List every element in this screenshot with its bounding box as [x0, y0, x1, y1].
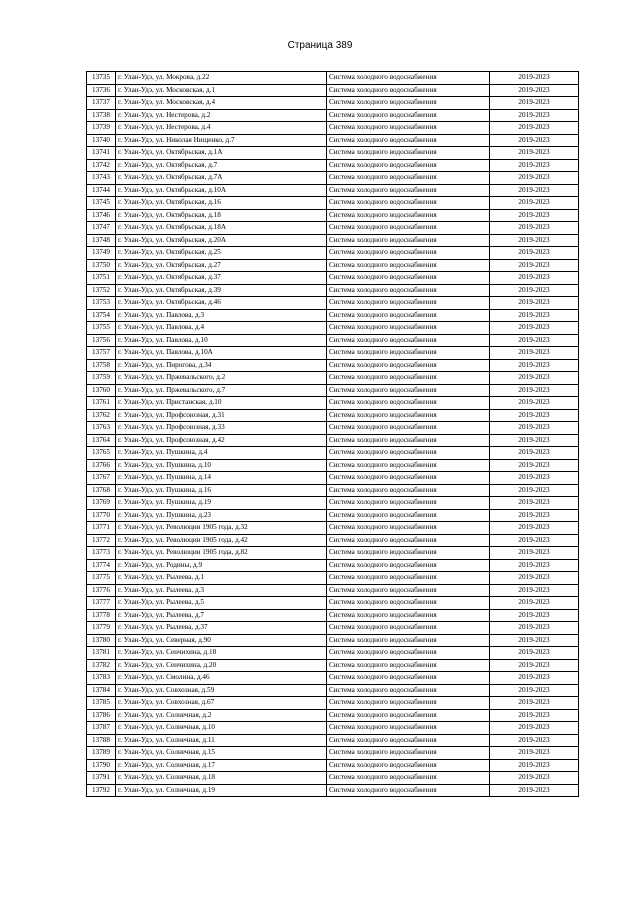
row-number: 13764 — [87, 434, 116, 447]
system-cell: Система холодного водоснабжения — [327, 647, 490, 660]
address-cell: г. Улан-Удэ, ул. Пирогова, д.34 — [116, 359, 327, 372]
address-cell: г. Улан-Удэ, ул. Пушкина, д.23 — [116, 509, 327, 522]
registry-table — [86, 71, 579, 797]
system-cell: Система холодного водоснабжения — [327, 772, 490, 785]
table-row — [87, 672, 579, 685]
table-row — [87, 647, 579, 660]
table-row — [87, 734, 579, 747]
period-cell: 2019-2023 — [490, 384, 579, 397]
system-cell: Система холодного водоснабжения — [327, 734, 490, 747]
period-cell: 2019-2023 — [490, 284, 579, 297]
address-cell: г. Улан-Удэ, ул. Нестерова, д.2 — [116, 109, 327, 122]
table-row — [87, 309, 579, 322]
table-row — [87, 534, 579, 547]
row-number: 13765 — [87, 447, 116, 460]
period-cell: 2019-2023 — [490, 247, 579, 260]
row-number: 13756 — [87, 334, 116, 347]
period-cell: 2019-2023 — [490, 722, 579, 735]
table-row — [87, 159, 579, 172]
row-number: 13739 — [87, 122, 116, 135]
period-cell: 2019-2023 — [490, 459, 579, 472]
system-cell: Система холодного водоснабжения — [327, 447, 490, 460]
row-number: 13792 — [87, 784, 116, 797]
period-cell: 2019-2023 — [490, 234, 579, 247]
period-cell: 2019-2023 — [490, 359, 579, 372]
system-cell: Система холодного водоснабжения — [327, 197, 490, 210]
address-cell: г. Улан-Удэ, ул. Солнечная, д.19 — [116, 784, 327, 797]
table-row — [87, 447, 579, 460]
table-row — [87, 97, 579, 110]
system-cell: Система холодного водоснабжения — [327, 347, 490, 360]
table-row — [87, 184, 579, 197]
row-number: 13780 — [87, 634, 116, 647]
row-number: 13788 — [87, 734, 116, 747]
row-number: 13748 — [87, 234, 116, 247]
period-cell: 2019-2023 — [490, 734, 579, 747]
system-cell: Система холодного водоснабжения — [327, 84, 490, 97]
table-row — [87, 334, 579, 347]
system-cell: Система холодного водоснабжения — [327, 722, 490, 735]
system-cell: Система холодного водоснабжения — [327, 472, 490, 485]
address-cell: г. Улан-Удэ, ул. Революции 1905 года, д.42 — [116, 534, 327, 547]
system-cell: Система холодного водоснабжения — [327, 509, 490, 522]
table-row — [87, 559, 579, 572]
address-cell: г. Улан-Удэ, ул. Октябрьская, д.27 — [116, 259, 327, 272]
page-title: Страница 389 — [287, 40, 353, 51]
system-cell: Система холодного водоснабжения — [327, 422, 490, 435]
table-row — [87, 247, 579, 260]
system-cell: Система холодного водоснабжения — [327, 697, 490, 710]
table-row — [87, 222, 579, 235]
table-row — [87, 484, 579, 497]
address-cell: г. Улан-Удэ, ул. Рылеева, д.7 — [116, 609, 327, 622]
table-row — [87, 297, 579, 310]
period-cell: 2019-2023 — [490, 422, 579, 435]
table-row — [87, 109, 579, 122]
address-cell: г. Улан-Удэ, ул. Московская, д.1 — [116, 84, 327, 97]
system-cell: Система холодного водоснабжения — [327, 409, 490, 422]
period-cell: 2019-2023 — [490, 559, 579, 572]
address-cell: г. Улан-Удэ, ул. Солнечная, д.11 — [116, 734, 327, 747]
system-cell: Система холодного водоснабжения — [327, 372, 490, 385]
period-cell: 2019-2023 — [490, 372, 579, 385]
table-row — [87, 584, 579, 597]
row-number: 13744 — [87, 184, 116, 197]
period-cell: 2019-2023 — [490, 322, 579, 335]
address-cell: г. Улан-Удэ, ул. Солнечная, д.2 — [116, 709, 327, 722]
address-cell: г. Улан-Удэ, ул. Пушкина, д.4 — [116, 447, 327, 460]
address-cell: г. Улан-Удэ, ул. Октябрьская, д.7А — [116, 172, 327, 185]
system-cell: Система холодного водоснабжения — [327, 622, 490, 635]
period-cell: 2019-2023 — [490, 297, 579, 310]
row-number: 13747 — [87, 222, 116, 235]
system-cell: Система холодного водоснабжения — [327, 159, 490, 172]
row-number: 13767 — [87, 472, 116, 485]
period-cell: 2019-2023 — [490, 334, 579, 347]
system-cell: Система холодного водоснабжения — [327, 209, 490, 222]
address-cell: г. Улан-Удэ, ул. Октябрьская, д.16 — [116, 197, 327, 210]
system-cell: Система холодного водоснабжения — [327, 222, 490, 235]
period-cell: 2019-2023 — [490, 184, 579, 197]
address-cell: г. Улан-Удэ, ул. Октябрьская, д.46 — [116, 297, 327, 310]
row-number: 13785 — [87, 697, 116, 710]
row-number: 13791 — [87, 772, 116, 785]
table-row — [87, 372, 579, 385]
table-row — [87, 122, 579, 135]
system-cell: Система холодного водоснабжения — [327, 759, 490, 772]
row-number: 13753 — [87, 297, 116, 310]
row-number: 13786 — [87, 709, 116, 722]
system-cell: Система холодного водоснабжения — [327, 784, 490, 797]
address-cell: г. Улан-Удэ, ул. Рылеева, д.1 — [116, 572, 327, 585]
period-cell: 2019-2023 — [490, 497, 579, 510]
table-row — [87, 359, 579, 372]
system-cell: Система холодного водоснабжения — [327, 547, 490, 560]
period-cell: 2019-2023 — [490, 547, 579, 560]
row-number: 13790 — [87, 759, 116, 772]
row-number: 13740 — [87, 134, 116, 147]
system-cell: Система холодного водоснабжения — [327, 309, 490, 322]
period-cell: 2019-2023 — [490, 272, 579, 285]
system-cell: Система холодного водоснабжения — [327, 384, 490, 397]
address-cell: г. Улан-Удэ, ул. Пржевальского, д.7 — [116, 384, 327, 397]
table-row — [87, 622, 579, 635]
address-cell: г. Улан-Удэ, ул. Мокрова, д.22 — [116, 72, 327, 85]
table-row — [87, 134, 579, 147]
row-number: 13781 — [87, 647, 116, 660]
table-row — [87, 634, 579, 647]
period-cell: 2019-2023 — [490, 434, 579, 447]
address-cell: г. Улан-Удэ, ул. Николая Нищенко, д.7 — [116, 134, 327, 147]
address-cell: г. Улан-Удэ, ул. Солнечная, д.18 — [116, 772, 327, 785]
system-cell: Система холодного водоснабжения — [327, 334, 490, 347]
period-cell: 2019-2023 — [490, 622, 579, 635]
period-cell: 2019-2023 — [490, 597, 579, 610]
row-number: 13761 — [87, 397, 116, 410]
system-cell: Система холодного водоснабжения — [327, 247, 490, 260]
address-cell: г. Улан-Удэ, ул. Рылеева, д.37 — [116, 622, 327, 635]
table-row — [87, 547, 579, 560]
row-number: 13776 — [87, 584, 116, 597]
address-cell: г. Улан-Удэ, ул. Октябрьская, д.25 — [116, 247, 327, 260]
row-number: 13749 — [87, 247, 116, 260]
period-cell: 2019-2023 — [490, 409, 579, 422]
row-number: 13758 — [87, 359, 116, 372]
address-cell: г. Улан-Удэ, ул. Октябрьская, д.39 — [116, 284, 327, 297]
address-cell: г. Улан-Удэ, ул. Профсоюзная, д.42 — [116, 434, 327, 447]
address-cell: г. Улан-Удэ, ул. Солнечная, д.17 — [116, 759, 327, 772]
system-cell: Система холодного водоснабжения — [327, 184, 490, 197]
table-row — [87, 472, 579, 485]
row-number: 13768 — [87, 484, 116, 497]
row-number: 13746 — [87, 209, 116, 222]
row-number: 13735 — [87, 72, 116, 85]
system-cell: Система холодного водоснабжения — [327, 572, 490, 585]
table-row — [87, 347, 579, 360]
row-number: 13789 — [87, 747, 116, 760]
row-number: 13738 — [87, 109, 116, 122]
address-cell: г. Улан-Удэ, ул. Пушкина, д.10 — [116, 459, 327, 472]
system-cell: Система холодного водоснабжения — [327, 459, 490, 472]
table-row — [87, 759, 579, 772]
address-cell: г. Улан-Удэ, ул. Пушкина, д.16 — [116, 484, 327, 497]
system-cell: Система холодного водоснабжения — [327, 322, 490, 335]
period-cell: 2019-2023 — [490, 97, 579, 110]
address-cell: г. Улан-Удэ, ул. Павлова, д.4 — [116, 322, 327, 335]
table-row — [87, 384, 579, 397]
period-cell: 2019-2023 — [490, 84, 579, 97]
system-cell: Система холодного водоснабжения — [327, 497, 490, 510]
period-cell: 2019-2023 — [490, 572, 579, 585]
table-row — [87, 509, 579, 522]
row-number: 13771 — [87, 522, 116, 535]
system-cell: Система холодного водоснабжения — [327, 684, 490, 697]
system-cell: Система холодного водоснабжения — [327, 147, 490, 160]
system-cell: Система холодного водоснабжения — [327, 522, 490, 535]
row-number: 13751 — [87, 272, 116, 285]
address-cell: г. Улан-Удэ, ул. Пржевальского, д.2 — [116, 372, 327, 385]
table-row — [87, 172, 579, 185]
row-number: 13779 — [87, 622, 116, 635]
address-cell: г. Улан-Удэ, ул. Родины, д.9 — [116, 559, 327, 572]
period-cell: 2019-2023 — [490, 659, 579, 672]
period-cell: 2019-2023 — [490, 522, 579, 535]
row-number: 13774 — [87, 559, 116, 572]
address-cell: г. Улан-Удэ, ул. Павлова, д.3 — [116, 309, 327, 322]
system-cell: Система холодного водоснабжения — [327, 584, 490, 597]
table-row — [87, 434, 579, 447]
address-cell: г. Улан-Удэ, ул. Сенчихина, д.18 — [116, 647, 327, 660]
address-cell: г. Улан-Удэ, ул. Пушкина, д.19 — [116, 497, 327, 510]
period-cell: 2019-2023 — [490, 134, 579, 147]
row-number: 13782 — [87, 659, 116, 672]
address-cell: г. Улан-Удэ, ул. Рылеева, д.5 — [116, 597, 327, 610]
system-cell: Система холодного водоснабжения — [327, 634, 490, 647]
system-cell: Система холодного водоснабжения — [327, 672, 490, 685]
period-cell: 2019-2023 — [490, 634, 579, 647]
period-cell: 2019-2023 — [490, 347, 579, 360]
system-cell: Система холодного водоснабжения — [327, 359, 490, 372]
system-cell: Система холодного водоснабжения — [327, 72, 490, 85]
period-cell: 2019-2023 — [490, 72, 579, 85]
period-cell: 2019-2023 — [490, 172, 579, 185]
table-row — [87, 459, 579, 472]
system-cell: Система холодного водоснабжения — [327, 284, 490, 297]
row-number: 13745 — [87, 197, 116, 210]
table-row — [87, 147, 579, 160]
row-number: 13783 — [87, 672, 116, 685]
system-cell: Система холодного водоснабжения — [327, 109, 490, 122]
table-row — [87, 259, 579, 272]
period-cell: 2019-2023 — [490, 647, 579, 660]
row-number: 13784 — [87, 684, 116, 697]
system-cell: Система холодного водоснабжения — [327, 484, 490, 497]
row-number: 13755 — [87, 322, 116, 335]
address-cell: г. Улан-Удэ, ул. Профсоюзная, д.33 — [116, 422, 327, 435]
address-cell: г. Улан-Удэ, ул. Солнечная, д.15 — [116, 747, 327, 760]
period-cell: 2019-2023 — [490, 472, 579, 485]
address-cell: г. Улан-Удэ, ул. Октябрьская, д.18А — [116, 222, 327, 235]
table-row — [87, 609, 579, 622]
system-cell: Система холодного водоснабжения — [327, 597, 490, 610]
row-number: 13762 — [87, 409, 116, 422]
registry-table-body — [87, 72, 579, 797]
period-cell: 2019-2023 — [490, 222, 579, 235]
row-number: 13757 — [87, 347, 116, 360]
address-cell: г. Улан-Удэ, ул. Революции 1905 года, д.82 — [116, 547, 327, 560]
row-number: 13766 — [87, 459, 116, 472]
period-cell: 2019-2023 — [490, 484, 579, 497]
address-cell: г. Улан-Удэ, ул. Пристанская, д.10 — [116, 397, 327, 410]
system-cell: Система холодного водоснабжения — [327, 709, 490, 722]
period-cell: 2019-2023 — [490, 609, 579, 622]
table-row — [87, 572, 579, 585]
period-cell: 2019-2023 — [490, 447, 579, 460]
row-number: 13750 — [87, 259, 116, 272]
address-cell: г. Улан-Удэ, ул. Совхозная, д.67 — [116, 697, 327, 710]
address-cell: г. Улан-Удэ, ул. Октябрьская, д.7 — [116, 159, 327, 172]
system-cell: Система холодного водоснабжения — [327, 134, 490, 147]
table-row — [87, 684, 579, 697]
table-row — [87, 284, 579, 297]
address-cell: г. Улан-Удэ, ул. Павлова, д.10 — [116, 334, 327, 347]
row-number: 13736 — [87, 84, 116, 97]
system-cell: Система холодного водоснабжения — [327, 97, 490, 110]
address-cell: г. Улан-Удэ, ул. Павлова, д.10А — [116, 347, 327, 360]
table-row — [87, 72, 579, 85]
table-row — [87, 234, 579, 247]
period-cell: 2019-2023 — [490, 747, 579, 760]
table-row — [87, 422, 579, 435]
period-cell: 2019-2023 — [490, 709, 579, 722]
system-cell: Система холодного водоснабжения — [327, 659, 490, 672]
row-number: 13743 — [87, 172, 116, 185]
address-cell: г. Улан-Удэ, ул. Октябрьская, д.1А — [116, 147, 327, 160]
row-number: 13770 — [87, 509, 116, 522]
address-cell: г. Улан-Удэ, ул. Смолина, д.46 — [116, 672, 327, 685]
table-row — [87, 747, 579, 760]
period-cell: 2019-2023 — [490, 684, 579, 697]
period-cell: 2019-2023 — [490, 672, 579, 685]
system-cell: Система холодного водоснабжения — [327, 534, 490, 547]
table-row — [87, 772, 579, 785]
period-cell: 2019-2023 — [490, 397, 579, 410]
table-row — [87, 597, 579, 610]
address-cell: г. Улан-Удэ, ул. Солнечная, д.10 — [116, 722, 327, 735]
table-row — [87, 209, 579, 222]
row-number: 13772 — [87, 534, 116, 547]
period-cell: 2019-2023 — [490, 159, 579, 172]
address-cell: г. Улан-Удэ, ул. Октябрьская, д.10А — [116, 184, 327, 197]
address-cell: г. Улан-Удэ, ул. Нестерова, д.4 — [116, 122, 327, 135]
system-cell: Система холодного водоснабжения — [327, 272, 490, 285]
table-row — [87, 397, 579, 410]
system-cell: Система холодного водоснабжения — [327, 234, 490, 247]
table-row — [87, 709, 579, 722]
period-cell: 2019-2023 — [490, 259, 579, 272]
row-number: 13759 — [87, 372, 116, 385]
period-cell: 2019-2023 — [490, 122, 579, 135]
system-cell: Система холодного водоснабжения — [327, 122, 490, 135]
address-cell: г. Улан-Удэ, ул. Рылеева, д.3 — [116, 584, 327, 597]
row-number: 13737 — [87, 97, 116, 110]
period-cell: 2019-2023 — [490, 759, 579, 772]
address-cell: г. Улан-Удэ, ул. Октябрьская, д.37 — [116, 272, 327, 285]
row-number: 13769 — [87, 497, 116, 510]
table-row — [87, 722, 579, 735]
address-cell: г. Улан-Удэ, ул. Октябрьская, д.20А — [116, 234, 327, 247]
table-row — [87, 272, 579, 285]
address-cell: г. Улан-Удэ, ул. Октябрьская, д.18 — [116, 209, 327, 222]
table-row — [87, 697, 579, 710]
period-cell: 2019-2023 — [490, 509, 579, 522]
table-row — [87, 659, 579, 672]
period-cell: 2019-2023 — [490, 147, 579, 160]
period-cell: 2019-2023 — [490, 784, 579, 797]
address-cell: г. Улан-Удэ, ул. Профсоюзная, д.31 — [116, 409, 327, 422]
row-number: 13778 — [87, 609, 116, 622]
system-cell: Система холодного водоснабжения — [327, 559, 490, 572]
period-cell: 2019-2023 — [490, 584, 579, 597]
row-number: 13777 — [87, 597, 116, 610]
row-number: 13763 — [87, 422, 116, 435]
period-cell: 2019-2023 — [490, 697, 579, 710]
system-cell: Система холодного водоснабжения — [327, 397, 490, 410]
system-cell: Система холодного водоснабжения — [327, 259, 490, 272]
row-number: 13775 — [87, 572, 116, 585]
row-number: 13752 — [87, 284, 116, 297]
address-cell: г. Улан-Удэ, ул. Совхозная, д.59 — [116, 684, 327, 697]
table-row — [87, 84, 579, 97]
system-cell: Система холодного водоснабжения — [327, 297, 490, 310]
period-cell: 2019-2023 — [490, 309, 579, 322]
row-number: 13742 — [87, 159, 116, 172]
table-row — [87, 522, 579, 535]
address-cell: г. Улан-Удэ, ул. Сенчихина, д.20 — [116, 659, 327, 672]
period-cell: 2019-2023 — [490, 197, 579, 210]
table-row — [87, 197, 579, 210]
address-cell: г. Улан-Удэ, ул. Пушкина, д.14 — [116, 472, 327, 485]
system-cell: Система холодного водоснабжения — [327, 747, 490, 760]
row-number: 13787 — [87, 722, 116, 735]
table-row — [87, 784, 579, 797]
system-cell: Система холодного водоснабжения — [327, 172, 490, 185]
table-row — [87, 322, 579, 335]
table-row — [87, 409, 579, 422]
address-cell: г. Улан-Удэ, ул. Московская, д.4 — [116, 97, 327, 110]
row-number: 13760 — [87, 384, 116, 397]
address-cell: г. Улан-Удэ, ул. Северная, д.90 — [116, 634, 327, 647]
row-number: 13773 — [87, 547, 116, 560]
table-row — [87, 497, 579, 510]
row-number: 13754 — [87, 309, 116, 322]
system-cell: Система холодного водоснабжения — [327, 434, 490, 447]
system-cell: Система холодного водоснабжения — [327, 609, 490, 622]
period-cell: 2019-2023 — [490, 534, 579, 547]
period-cell: 2019-2023 — [490, 209, 579, 222]
address-cell: г. Улан-Удэ, ул. Революции 1905 года, д.32 — [116, 522, 327, 535]
period-cell: 2019-2023 — [490, 772, 579, 785]
row-number: 13741 — [87, 147, 116, 160]
period-cell: 2019-2023 — [490, 109, 579, 122]
